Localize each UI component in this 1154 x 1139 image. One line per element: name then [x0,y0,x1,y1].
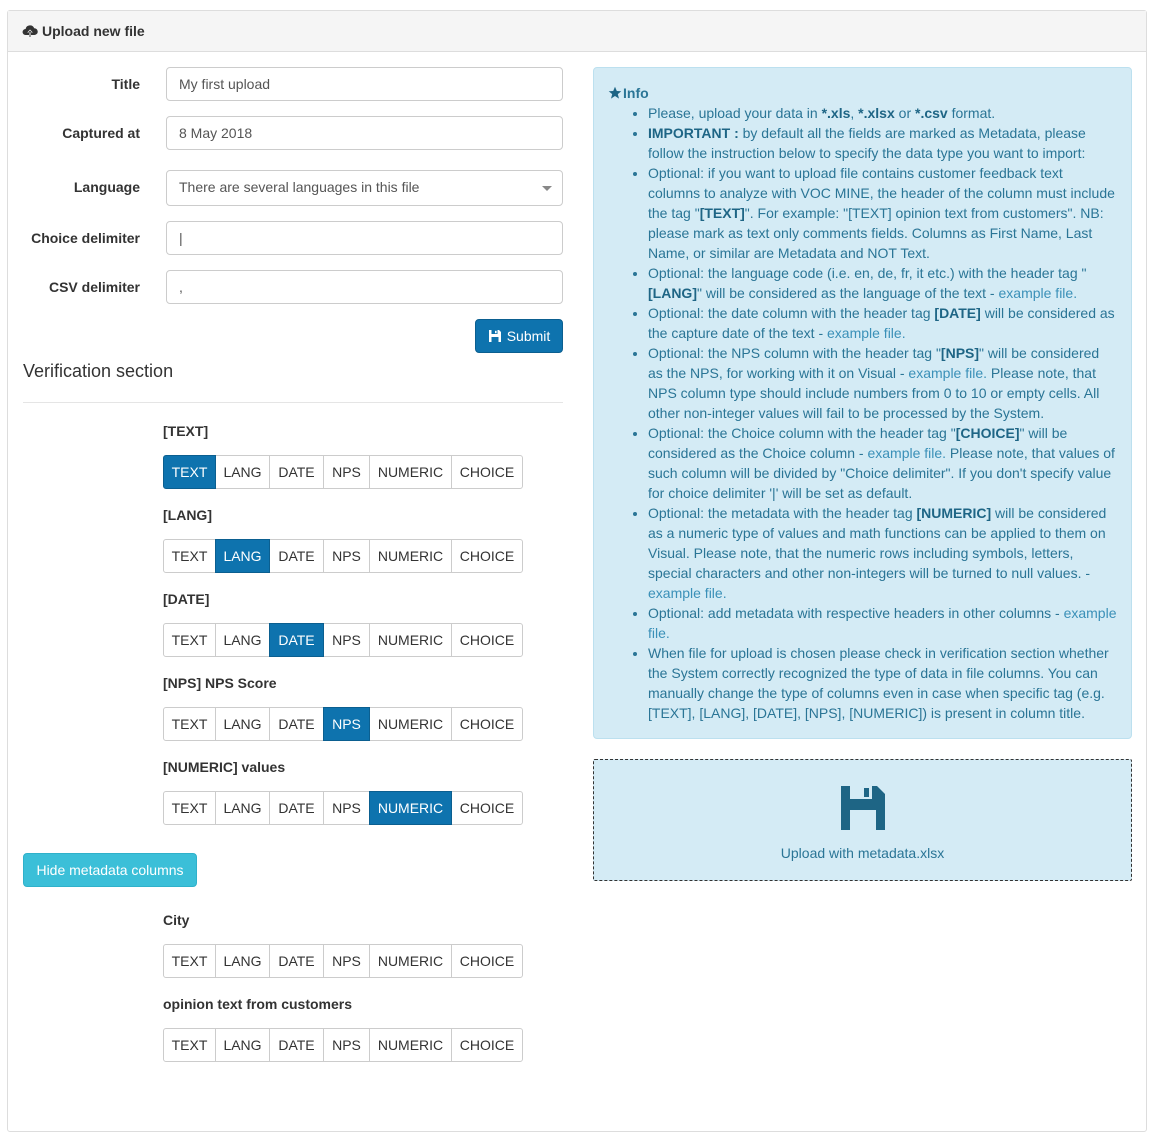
language-row [8,170,568,204]
column-block [163,912,523,978]
type-button-choice[interactable]: CHOICE [451,791,523,825]
captured-row [8,116,568,150]
type-button-group [163,707,523,741]
type-button-numeric[interactable]: NUMERIC [369,623,452,657]
language-select-value: There are several languages in this file [179,179,420,195]
choice-delimiter-input[interactable]: | [166,221,563,255]
type-button-numeric[interactable]: NUMERIC [369,1028,452,1062]
type-button-nps[interactable]: NPS [323,1028,370,1062]
title-label: Title [111,76,140,92]
type-button-text[interactable]: TEXT [163,1028,216,1062]
type-button-nps[interactable]: NPS [323,707,370,741]
choice-delimiter-label: Choice delimiter [31,230,140,246]
type-button-numeric[interactable]: NUMERIC [369,707,452,741]
title-input[interactable]: My first upload [166,67,563,101]
column-block [163,759,523,825]
column-block [163,996,523,1062]
type-button-numeric[interactable]: NUMERIC [369,791,452,825]
type-button-date[interactable]: DATE [269,944,324,978]
upload-label: Upload with metadata.xlsx [780,845,945,861]
csv-delimiter-row [8,270,568,304]
submit-button[interactable] [475,319,563,353]
captured-label: Captured at [62,125,140,141]
column-label: [DATE] [163,591,210,607]
type-button-numeric[interactable]: NUMERIC [369,455,452,489]
type-button-choice[interactable]: CHOICE [451,455,523,489]
type-button-choice[interactable]: CHOICE [451,539,523,573]
type-button-text[interactable]: TEXT [163,791,216,825]
type-button-text[interactable]: TEXT [163,455,216,489]
column-label: [NPS] NPS Score [163,675,277,691]
info-item: • When file for upload is chosen please check in verification section whether the System correctly recognized the type of data in file columns. You can manually change the type of columns even in case when specific tag (e.g. [TEXT], [LANG], [DATE], [NPS], [NUMERIC]) is present in column title. [648,643,1117,723]
type-button-text[interactable]: TEXT [163,623,216,657]
type-button-text[interactable]: TEXT [163,944,216,978]
type-button-date[interactable]: DATE [269,623,324,657]
type-button-nps[interactable]: NPS [323,623,370,657]
example-file-link[interactable]: example file. [998,285,1078,301]
type-button-lang[interactable]: LANG [215,623,270,657]
column-block [163,591,523,657]
upload-panel [7,10,1147,1132]
type-button-group [163,1028,523,1062]
column-label: [TEXT] [163,423,209,439]
star-icon [608,86,622,100]
type-button-group [163,455,523,489]
upload-dropzone[interactable] [593,759,1132,881]
cloud-upload-icon [22,24,38,38]
info-item: • Optional: the language code (i.e. en, de, fr, it etc.) with the header tag "[LANG]" will be considered as the language of the text - example file. [648,263,1117,303]
type-button-date[interactable]: DATE [269,539,324,573]
type-button-lang[interactable]: LANG [215,539,270,573]
submit-label: Submit [506,328,551,344]
type-button-lang[interactable]: LANG [215,791,270,825]
column-label: [NUMERIC] values [163,759,286,775]
column-block [163,675,523,741]
panel-title: Upload new file [42,23,145,39]
type-button-choice[interactable]: CHOICE [451,944,523,978]
type-button-date[interactable]: DATE [269,455,324,489]
language-select[interactable] [166,170,563,206]
column-block [163,423,523,489]
type-button-group [163,623,523,657]
example-file-link[interactable]: example file. [908,365,988,381]
type-button-numeric[interactable]: NUMERIC [369,944,452,978]
type-button-date[interactable]: DATE [269,791,324,825]
info-box [593,67,1132,739]
type-button-date[interactable]: DATE [269,707,324,741]
type-button-lang[interactable]: LANG [215,455,270,489]
type-button-text[interactable]: TEXT [163,707,216,741]
column-label: [LANG] [163,507,212,523]
csv-delimiter-input[interactable]: , [166,270,563,304]
example-file-link[interactable]: example file. [827,325,906,341]
type-button-nps[interactable]: NPS [323,539,370,573]
info-item: • Optional: the NPS column with the header tag "[NPS]" will be considered as the NPS, for working with it on Visual - example file. Please note, that NPS column type should include numbers from 0 to 10 or empty cells. All other non-integer values will fail to be processed by the System. [648,343,1117,423]
type-button-group [163,539,523,573]
csv-delimiter-label: CSV delimiter [48,279,140,295]
example-file-link[interactable]: example file. [867,445,947,461]
choice-delimiter-row [8,221,568,255]
info-item: • Please, upload your data in *.xls, *.xlsx or *.csv format. [648,103,1117,123]
type-button-group [163,944,523,978]
info-item: • Optional: the metadata with the header tag [NUMERIC] will be considered as a numeric type of values and math functions can be applied to them on Visual. Please note, that the numeric rows including symbols, letters, special characters and other non-integers will be turned to null values. - example file. [648,503,1117,603]
column-label: City [163,912,190,928]
language-label: Language [73,179,140,195]
info-item: • Optional: add metadata with respective headers in other columns - example file. [648,603,1117,643]
type-button-text[interactable]: TEXT [163,539,216,573]
caret-down-icon [542,186,552,191]
type-button-numeric[interactable]: NUMERIC [369,539,452,573]
panel-heading [8,11,1146,52]
type-button-nps[interactable]: NPS [323,455,370,489]
type-button-choice[interactable]: CHOICE [451,623,523,657]
type-button-lang[interactable]: LANG [215,707,270,741]
info-list [648,103,1117,723]
type-button-choice[interactable]: CHOICE [451,707,523,741]
captured-at-input[interactable]: 8 May 2018 [166,116,563,150]
example-file-link[interactable]: example file. [648,585,727,601]
verification-title: Verification section [23,361,174,381]
info-item: • Optional: if you want to upload file contains customer feedback text columns to analyze with VOC MINE, the header of the column must include the tag "[TEXT]". For example: "[TEXT] opinion text from customers". NB: please mark as text only comments fields. Columns as First Name, Last Name, or similar are Metadata and NOT Text. [648,163,1117,263]
example-file-link[interactable]: example file. [648,605,1117,641]
floppy-disk-icon [488,329,502,343]
type-button-lang[interactable]: LANG [215,944,270,978]
floppy-disk-icon [839,784,887,832]
hide-metadata-button[interactable]: Hide metadata columns [23,853,197,887]
column-label: opinion text from customers [163,996,353,1012]
type-button-choice[interactable]: CHOICE [451,1028,523,1062]
title-row [8,67,568,101]
type-button-nps[interactable]: NPS [323,791,370,825]
type-button-lang[interactable]: LANG [215,1028,270,1062]
type-button-date[interactable]: DATE [269,1028,324,1062]
divider [23,402,563,403]
type-button-nps[interactable]: NPS [323,944,370,978]
info-item: • Optional: the date column with the header tag [DATE] will be considered as the capture date of the text - example file. [648,303,1117,343]
type-button-group [163,791,523,825]
column-block [163,507,523,573]
info-item: • Optional: the Choice column with the header tag "[CHOICE]" will be considered as the Choice column - example file. Please note, that values of such column will be divided by "Choice delimiter". If you don't specify value for choice delimiter '|' will be set as default. [648,423,1117,503]
info-item: • IMPORTANT : by default all the fields are marked as Metadata, please follow the instruction below to specify the data type you want to import: [648,123,1117,163]
info-title: Info [608,83,1117,103]
